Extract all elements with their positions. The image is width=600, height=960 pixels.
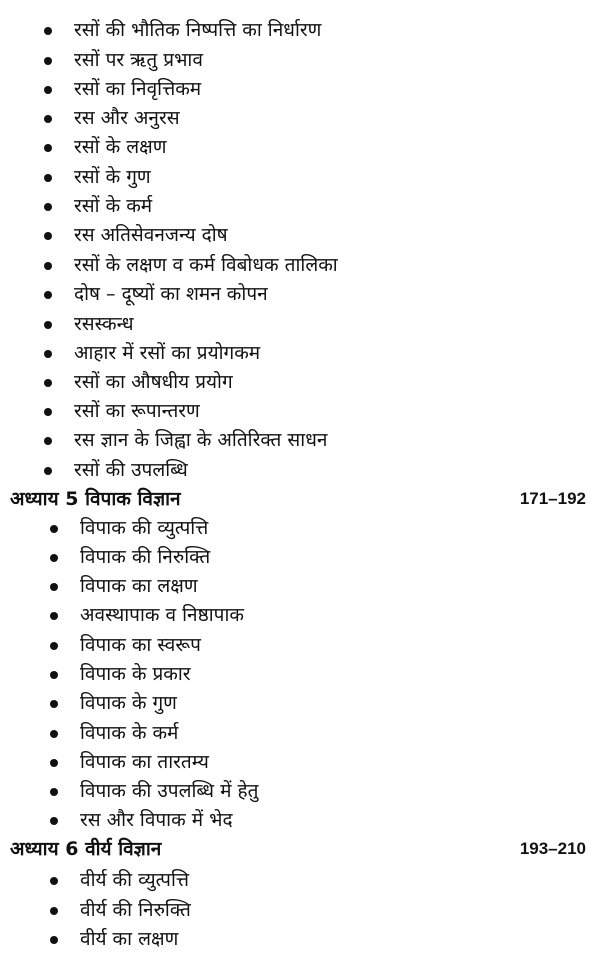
bullet-icon xyxy=(44,262,52,270)
bullet-icon xyxy=(50,554,58,562)
list-item-text: रसों के कर्म xyxy=(74,195,153,217)
list-item-text: अवस्थापाक व निष्ठापाक xyxy=(80,604,244,626)
list-item-text: रसों के लक्षण xyxy=(74,136,167,158)
list-item xyxy=(44,104,180,133)
list-item xyxy=(50,572,198,601)
list-item xyxy=(44,221,228,250)
list-item xyxy=(50,806,233,835)
list-item xyxy=(50,777,258,806)
list-item xyxy=(44,163,151,192)
list-item-text: विपाक का तारतम्य xyxy=(80,751,209,773)
bullet-icon xyxy=(44,86,52,94)
list-item-text: विपाक के कर्म xyxy=(80,722,179,744)
list-item xyxy=(50,631,201,660)
bullet-icon xyxy=(50,583,58,591)
bullet-icon xyxy=(50,642,58,650)
list-item xyxy=(44,46,203,75)
list-item-text: आहार में रसों का प्रयोगकम xyxy=(74,342,261,364)
list-item-text: रसों का निवृत्तिकम xyxy=(74,78,202,100)
list-item xyxy=(50,660,191,689)
chapter-5-heading xyxy=(10,484,590,514)
list-item xyxy=(44,368,233,397)
bullet-icon xyxy=(44,57,52,65)
list-item-text: रसों के लक्षण व कर्म विबोधक तालिका xyxy=(74,254,338,276)
list-item-text: वीर्य की व्युत्पत्ति xyxy=(80,869,190,891)
list-item-text: विपाक की निरुक्ति xyxy=(80,546,211,568)
bullet-icon xyxy=(50,730,58,738)
bullet-icon xyxy=(44,144,52,152)
bullet-icon xyxy=(50,877,58,885)
list-item xyxy=(50,543,210,572)
bullet-icon xyxy=(50,612,58,620)
list-item-text: दोष – दूष्यों का शमन कोपन xyxy=(74,283,268,305)
list-item xyxy=(50,689,177,718)
bullet-icon xyxy=(50,936,58,944)
bullet-icon xyxy=(44,379,52,387)
list-item-text: विपाक का लक्षण xyxy=(80,575,198,597)
chapter-title: अध्याय 6 वीर्य विज्ञान xyxy=(10,838,162,860)
bullet-icon xyxy=(50,907,58,915)
list-item xyxy=(50,896,191,925)
list-item-text: रस और विपाक में भेद xyxy=(80,809,233,831)
list-item-text: विपाक की व्युत्पत्ति xyxy=(80,517,209,539)
list-item-text: रसों का औषधीय प्रयोग xyxy=(74,371,233,393)
list-item xyxy=(44,339,260,368)
bullet-icon xyxy=(50,671,58,679)
list-item xyxy=(44,397,200,426)
bullet-icon xyxy=(50,700,58,708)
bullet-icon xyxy=(44,27,52,35)
bullet-icon xyxy=(44,321,52,329)
bullet-icon xyxy=(44,467,52,475)
list-item-text: रसों की भौतिक निष्पत्ति का निर्धारण xyxy=(74,19,322,41)
list-item xyxy=(44,192,152,221)
bullet-icon xyxy=(50,525,58,533)
bullet-icon xyxy=(44,437,52,445)
chapter-page-range: 193–210 xyxy=(519,839,586,858)
list-item xyxy=(44,310,134,339)
list-item xyxy=(50,748,209,777)
list-item-text: रसों का रूपान्तरण xyxy=(74,400,200,422)
list-item xyxy=(50,925,178,954)
list-item-text: रसस्कन्ध xyxy=(74,313,134,335)
list-item-text: विपाक का स्वरूप xyxy=(80,634,201,656)
bullet-icon xyxy=(44,291,52,299)
list-item-text: रसों की उपलब्धि xyxy=(74,459,188,481)
list-item-text: विपाक की उपलब्धि में हेतु xyxy=(80,780,259,802)
list-item xyxy=(44,251,338,280)
list-item-text: रसों के गुण xyxy=(74,166,151,188)
list-item-text: विपाक के गुण xyxy=(80,692,177,714)
bullet-icon xyxy=(44,203,52,211)
list-item xyxy=(44,426,327,455)
list-item xyxy=(44,456,188,485)
chapter-title: अध्याय 5 विपाक विज्ञान xyxy=(10,488,181,510)
bullet-icon xyxy=(50,788,58,796)
bullet-icon xyxy=(50,759,58,767)
list-item-text: विपाक के प्रकार xyxy=(80,663,191,685)
list-item xyxy=(44,75,201,104)
list-item-text: रस और अनुरस xyxy=(74,107,180,129)
chapter-page-range: 171–192 xyxy=(519,489,586,508)
list-item xyxy=(50,601,244,630)
bullet-icon xyxy=(44,350,52,358)
bullet-icon xyxy=(44,408,52,416)
list-item xyxy=(50,719,178,748)
list-item-text: रस अतिसेवनजन्य दोष xyxy=(74,224,228,246)
list-item-text: वीर्य की निरुक्ति xyxy=(80,899,191,921)
bullet-icon xyxy=(44,115,52,123)
list-item xyxy=(44,280,268,309)
bullet-icon xyxy=(50,817,58,825)
list-item xyxy=(50,514,208,543)
chapter-6-heading xyxy=(10,834,590,864)
bullet-icon xyxy=(44,174,52,182)
list-item xyxy=(44,16,321,45)
bullet-icon xyxy=(44,232,52,240)
list-item xyxy=(44,133,166,162)
list-item-text: रसों पर ऋतु प्रभाव xyxy=(74,49,203,71)
list-item xyxy=(50,866,189,895)
list-item-text: रस ज्ञान के जिह्वा के अतिरिक्त साधन xyxy=(74,429,328,451)
list-item-text: वीर्य का लक्षण xyxy=(80,928,179,950)
